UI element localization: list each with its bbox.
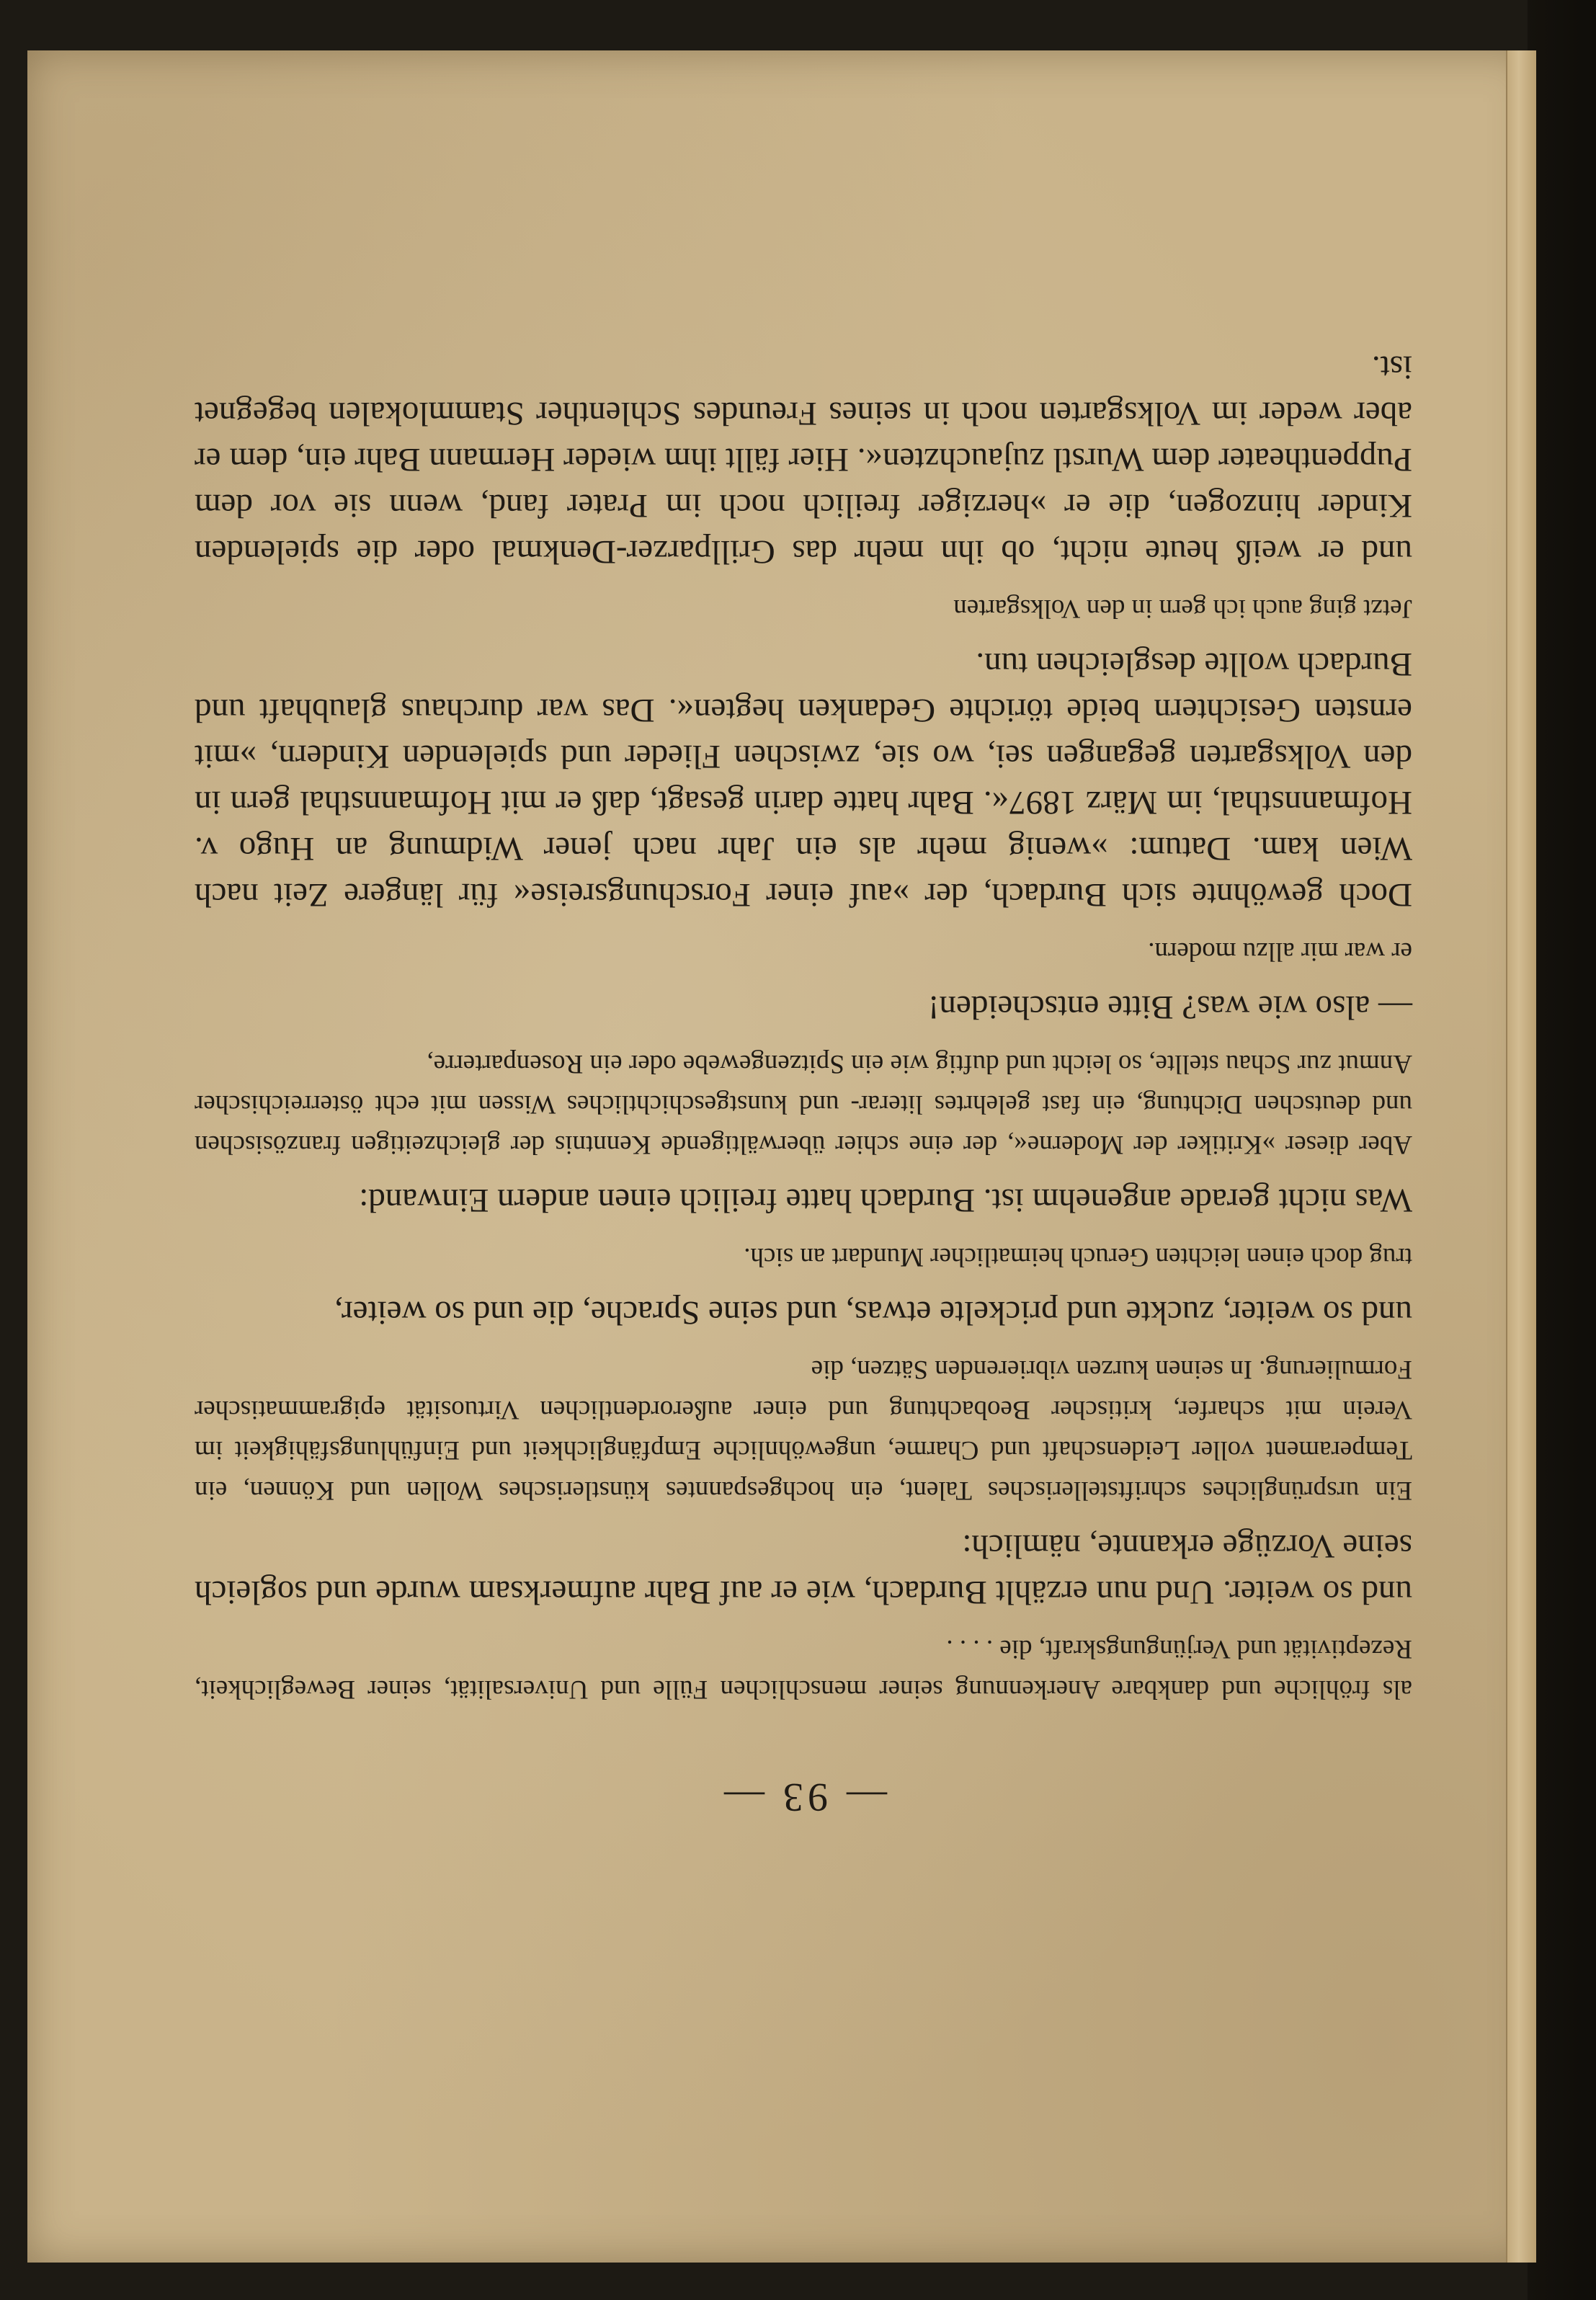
paragraph-body-6: und er weiß heute nicht, ob ihn mehr das Grillparzer-Denkmal oder die spielenden Kinder hinzogen, die er »herziger freilich noch im Prater fand, wenn sie vor dem Puppentheater dem Wurstl zujauchzten«. Hier fällt ihm wieder Hermann Bahr ein, dem er aber weder im Volksgarten noch in seines Freundes Schlenther Stammlokalen begegnet ist. (195, 349, 1412, 571)
paragraph-quote-4: Aber dieser »Kritiker der Moderne«, der eine schier überwältigende Kenntnis der gleichzeitigen französischen und deutschen Dichtung, ein fast gelehrtes literar- und kunstgeschichtliches Wissen mit echt österreichischer Anmut zur Schau stellte, so leicht und duftig wie ein Spitzengewebe oder ein Rosenparterre, (195, 1049, 1412, 1159)
paragraph-body-3: Was nicht gerade angenehm ist. Burdach hatte freilich einen andern Einwand: (359, 1182, 1412, 1219)
paragraph-quote-6: Jetzt ging auch ich gern in den Volksgarten (953, 594, 1412, 623)
paragraph-body-5: Doch gewöhnte sich Burdach, der »auf einer Forschungsreise« für längere Zeit nach Wien kam. Datum: »wenig mehr als ein Jahr nach jener Widmung an Hugo v. Hofmannsthal, im März 1897«. Bahr hatte darin gesagt, daß er mit Hofmannsthal gern in den Volksgarten gegangen sei, wo sie, zwischen Flieder und spielenden Kindern, »mit ernsten Gesichtern beide törichte Gedanken hegten«. Das war durchaus glaubhaft und Burdach wollte desgleichen tun. (195, 646, 1412, 914)
paragraph-body-1: und so weiter. Und nun erzählt Burdach, wie er auf Bahr aufmerksam wurde und sogleich seine Vorzüge erkannte, nämlich: (195, 1528, 1412, 1611)
book-edge (1528, 0, 1596, 2300)
page-fold (1506, 50, 1536, 2263)
inverted-text-block (166, 331, 1441, 1820)
paragraph-quote-5: er war mir allzu modern. (1148, 937, 1412, 966)
paragraph-quote-1: als fröhliche und dankbare Anerkennung seiner menschlichen Fülle und Universalität, seiner Beweglichkeit, Rezeptivität und Verjüngungskraft, die . . . . (195, 1634, 1412, 1704)
page-number: — 93 — (720, 1775, 887, 1819)
paragraph-quote-2: Ein ursprüngliches schriftstellerisches Talent, ein hochgespanntes künstlerisches Wollen und Können, ein Temperament voller Leidenschaft und Charme, ungewöhnliche Empfänglichkeit und Einfühlungsfähigkeit im Verein mit scharfer, kritischer Beobachtung und einer außerordentlichen Virtuosität epigrammatischer Formulierung. In seinen kurzen vibrierenden Sätzen, die (195, 1355, 1412, 1505)
paragraph-body-2: und so weiter, zuckte und prickelte etwas, und seine Sprache, die und so weiter, (334, 1294, 1412, 1332)
paragraph-quote-3: trug doch einen leichten Geruch heimatlicher Mundart an sich. (744, 1242, 1412, 1272)
paragraph-body-4: — also wie was? Bitte entscheiden! (927, 989, 1412, 1026)
